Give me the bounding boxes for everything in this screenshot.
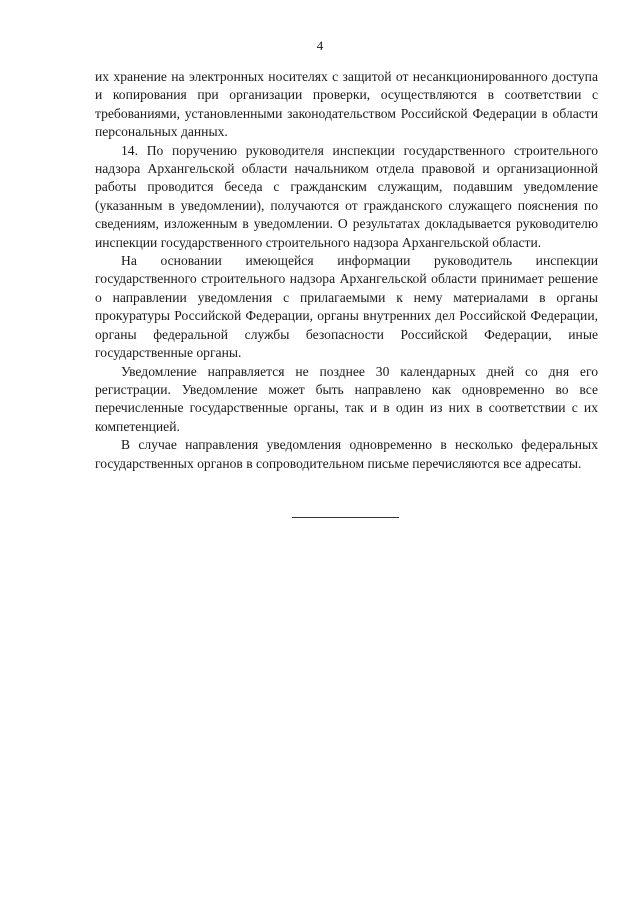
page-number: 4 — [316, 38, 324, 53]
document-body — [95, 68, 598, 473]
end-of-text-rule — [292, 517, 399, 518]
paragraph-addressees: В случае направления уведомления одновременно в несколько федеральных государственных органов в сопроводительном письме перечисляются все адресаты. — [95, 437, 598, 471]
paragraph-decision: На основании имеющейся информации руководитель инспекции государственного строительного надзора Архангельской области принимает решение о направлении уведомления с прилагаемыми к нему материалами в органы прокуратуры Российской Федерации, органы внутренних дел Российской Федерации, органы федеральной службы безопасности Российской Федерации, иные государственные органы. — [95, 253, 598, 361]
paragraph-deadline: Уведомление направляется не позднее 30 календарных дней со дня его регистрации. Уведомление может быть направлено как одновременно во все перечисленные государственные органы, так и в один из них в соответствии с их компетенцией. — [95, 363, 598, 434]
paragraph-14: 14. По поручению руководителя инспекции государственного строительного надзора Архангельской области начальником отдела правовой и организационной работы проводится беседа с гражданским служащим, подавшим уведомление (указанным в уведомлении), получаются от гражданского служащего пояснения по сведениям, изложенным в уведомлении. О результатах докладывается руководителю инспекции государственного строительного надзора Архангельской области. — [95, 142, 598, 250]
paragraph-continuation: их хранение на электронных носителях с защитой от несанкционированного доступа и копирования при организации проверки, осуществляются в соответствии с требованиями, установленными законодательством Российской Федерации в области персональных данных. — [95, 69, 598, 140]
